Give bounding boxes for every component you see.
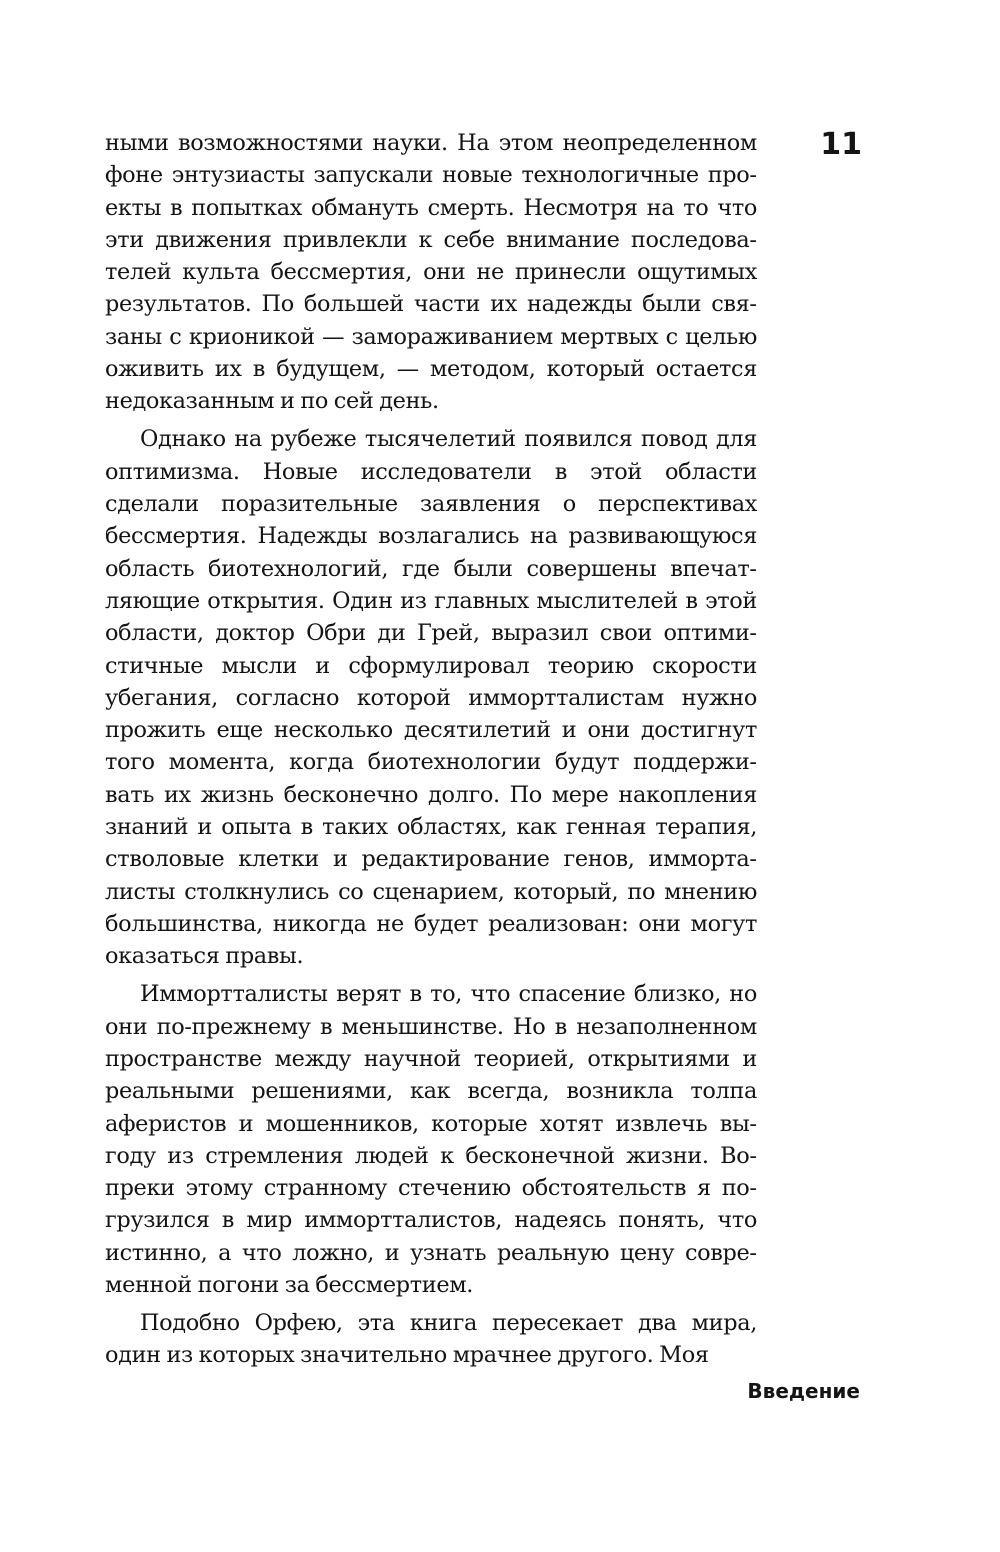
paragraph-2: Однако на рубеже тысячелетий появился повод для оптимизма. Новые исследователи в этой области сделали поразительные заявления о перспективах бессмертия. Надежды возлагались на развивающуюся область биотехнологий, где были совершены впечатляющие открытия. Один из главных мыслителей в этой области, доктор Обри ди Грей, выразил свои оптимистичные мысли и сформулировал теорию скорости убегания, согласно которой иммортталистам нужно прожить еще несколько десятилетий и они достигнут того момента, когда биотехнологии будут поддерживать их жизнь бесконечно долго. По мере накопления знаний и опыта в таких областях, как генная терапия, стволовые клетки и редактирование генов, имморталисты столкнулись со сценарием, который, по мнению большинства, никогда не будет реализован: они могут оказаться правы. bbox=[105, 426, 757, 970]
running-footer-chapter-title: Введение bbox=[747, 1379, 860, 1403]
paragraph-1: ными возможностями науки. На этом неопределенном фоне энтузиасты запускали новые технологичные проекты в попытках обмануть смерть. Несмотря на то что эти движения привлекли к себе внимание последователей культа бессмертия, они не принесли ощутимых результатов. По большей части их надежды были связаны с крионикой — замораживанием мертвых с целью оживить их в будущем, — методом, который остается недоказанным и по сей день. bbox=[105, 130, 757, 415]
page-number: 11 bbox=[820, 127, 862, 162]
paragraph-4: Подобно Орфею, эта книга пересекает два мира, один из которых значительно мрачнее другого. Моя bbox=[105, 1310, 757, 1369]
paragraph-3: Иммортталисты верят в то, что спасение близко, но они по-прежнему в меньшинстве. Но в незаполненном пространстве между научной теорией, открытиями и реальными решениями, как всегда, возникла толпа аферистов и мошенников, которые хотят извлечь выгоду из стремления людей к бесконечной жизни. Вопреки этому странному стечению обстоятельств я погрузился в мир иммортталистов, надеясь понять, что истинно, а что ложно, и узнать реальную цену современной погони за бессмертием. bbox=[105, 981, 757, 1298]
body-text bbox=[105, 127, 757, 1377]
